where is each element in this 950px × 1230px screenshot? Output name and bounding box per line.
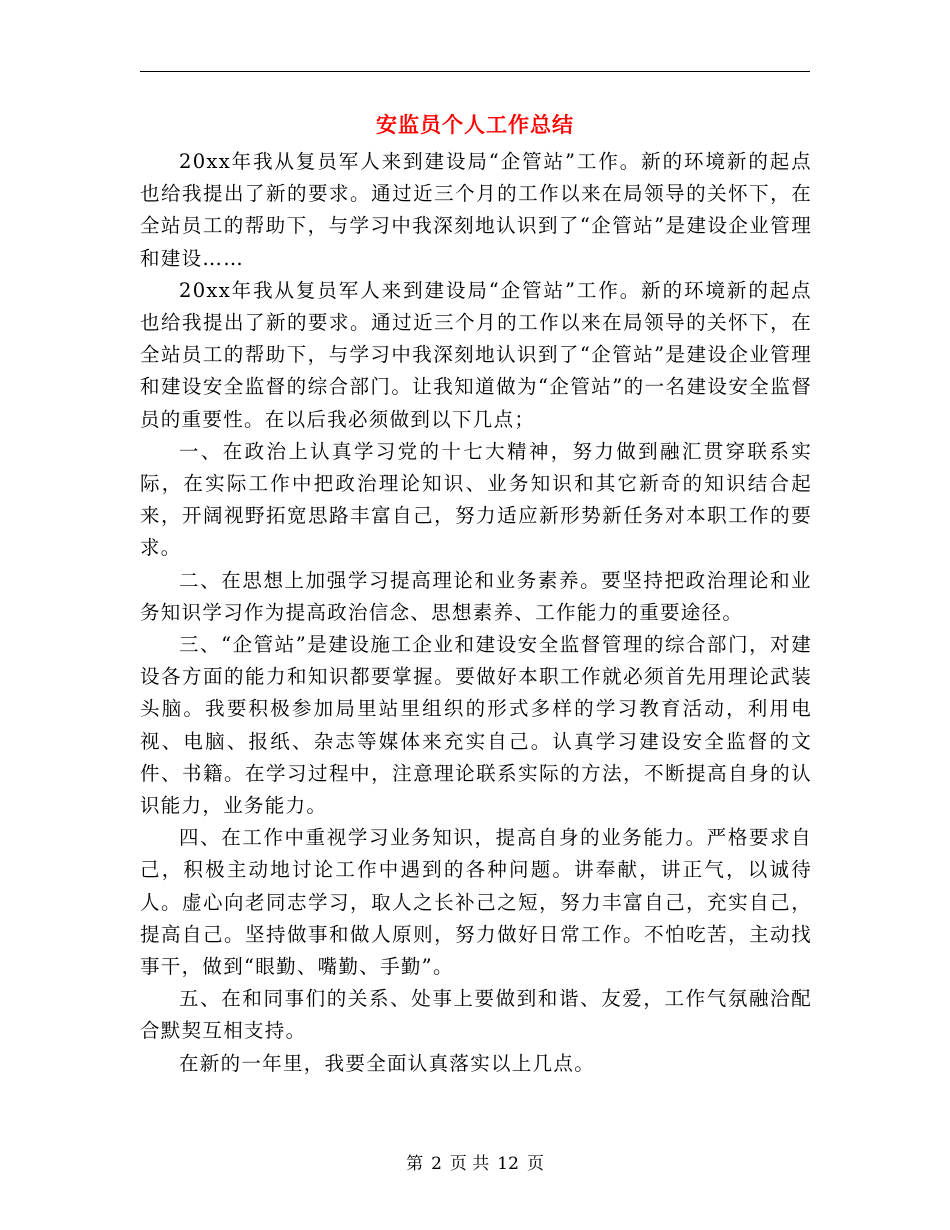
paragraph-6: 四、在工作中重视学习业务知识，提高自身的业务能力。严格要求自己，积极主动地讨论工作中遇到的各种问题。讲奉献，讲正气，以诚待人。虚心向老同志学习，取人之长补己之短，努力丰富自己，充实自己，提高自己。坚持做事和做人原则，努力做好日常工作。不怕吃苦，主动找事干，做到“眼勤、嘴勤、手勤”。 — [140, 826, 812, 979]
footer-prefix: 第 — [406, 1154, 424, 1174]
paragraph-1: 20xx年我从复员军人来到建设局“企管站”工作。新的环境新的起点也给我提出了新的要求。通过近三个月的工作以来在局领导的关怀下，在全站员工的帮助下，与学习中我深刻地认识到了“企管站”是建设企业管理和建设…… — [140, 150, 812, 270]
paragraph-8: 在新的一年里，我要全面认真落实以上几点。 — [179, 1051, 596, 1075]
footer-total-pages: 12 — [497, 1154, 519, 1174]
footer-middle: 页 共 — [449, 1154, 490, 1174]
footer-current-page: 2 — [431, 1154, 442, 1174]
paragraph-3: 一、在政治上认真学习党的十七大精神，努力做到融汇贯穿联系实际，在实际工作中把政治理论知识、业务知识和其它新奇的知识结合起来，开阔视野拓宽思路丰富自己，努力适应新形势新任务对本职工作的要求。 — [140, 439, 812, 560]
page-footer — [0, 1152, 950, 1176]
document-body — [140, 146, 812, 1080]
footer-suffix: 页 — [526, 1154, 544, 1174]
paragraph-2: 20xx年我从复员军人来到建设局“企管站”工作。新的环境新的起点也给我提出了新的要求。通过近三个月的工作以来在局领导的关怀下，在全站员工的帮助下，与学习中我深刻地认识到了“企管站”是建设企业管理和建设安全监督的综合部门。让我知道做为“企管站”的一名建设安全监督员的重要性。在以后我必须做到以下几点； — [140, 278, 812, 431]
paragraph-4: 二、在思想上加强学习提高理论和业务素养。要坚持把政治理论和业务知识学习作为提高政治信念、思想素养、工作能力的重要途径。 — [140, 568, 812, 624]
document-title: 安监员个人工作总结 — [376, 112, 574, 137]
paragraph-7: 五、在和同事们的关系、处事上要做到和谐、友爱，工作气氛融洽配合默契互相支持。 — [140, 987, 812, 1043]
paragraph-5: 三、“企管站”是建设施工企业和建设安全监督管理的综合部门，对建设各方面的能力和知识都要掌握。要做好本职工作就必须首先用理论武装头脑。我要积极参加局里站里组织的形式多样的学习教育活动，利用电视、电脑、报纸、杂志等媒体来充实自己。认真学习建设安全监督的文件、书籍。在学习过程中，注意理论联系实际的方法，不断提高自身的认识能力，业务能力。 — [140, 633, 812, 818]
header-rule — [140, 71, 810, 72]
